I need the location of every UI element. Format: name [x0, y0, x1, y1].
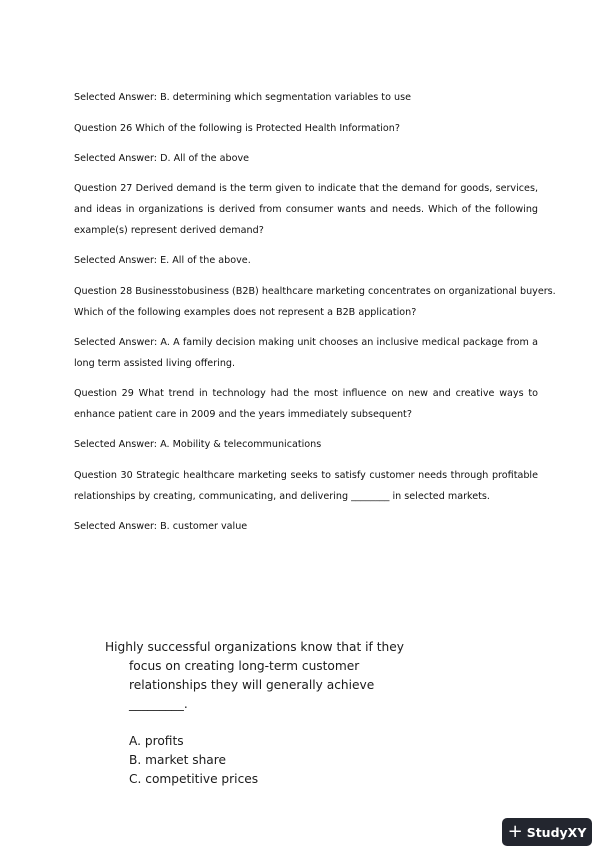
text-line: and ideas in organizations is derived from consumer wants and needs. Which of the following	[74, 204, 538, 215]
question-28	[74, 281, 556, 323]
question-stem: focus on creating long-term customer	[129, 659, 360, 673]
question-29	[74, 383, 538, 425]
answer-option: B. market share	[129, 753, 227, 767]
text-line: enhance patient care in 2009 and the years immediately subsequent?	[74, 409, 412, 420]
text-line: Selected Answer: D. All of the above	[74, 153, 250, 164]
plus-icon: +	[507, 821, 523, 842]
text-line: relationships by creating, communicating, and delivering ________ in selected markets.	[74, 491, 490, 502]
question-blank: _________.	[129, 697, 188, 711]
text-line: Question 26 Which of the following is Protected Health Information?	[74, 123, 400, 134]
brand-name: StudyXY	[526, 824, 587, 840]
selected-answer-27	[74, 250, 538, 271]
text-line: Question 30 Strategic healthcare marketing seeks to satisfy customer needs through profitable	[74, 470, 538, 481]
text-line: Selected Answer: E. All of the above.	[74, 255, 251, 266]
answer-options	[105, 732, 404, 789]
text-line: Selected Answer: B. customer value	[74, 521, 248, 532]
selected-answer-25	[74, 87, 538, 108]
text-line: Question 27 Derived demand is the term given to indicate that the demand for goods, services,	[74, 183, 538, 194]
question-30	[74, 465, 538, 507]
text-line: Selected Answer: B. determining which segmentation variables to use	[74, 92, 411, 103]
selected-answer-28	[74, 332, 538, 374]
question-27	[74, 178, 538, 241]
text-line: long term assisted living offering.	[74, 358, 236, 369]
answer-option: A. profits	[129, 734, 184, 748]
answer-option: C. competitive prices	[129, 772, 259, 786]
text-line: Selected Answer: A. A family decision making unit chooses an inclusive medical package from a	[74, 337, 538, 348]
text-line: Question 28 Businesstobusiness (B2B) healthcare marketing concentrates on organizational buyers.	[74, 286, 556, 297]
selected-answer-26	[74, 148, 538, 169]
question-stem: Highly successful organizations know that if they	[105, 640, 404, 654]
text-line: Which of the following examples does not represent a B2B application?	[74, 307, 417, 318]
question-26	[74, 118, 538, 139]
question-stem: relationships they will generally achieve	[129, 678, 375, 692]
selected-answer-29	[74, 434, 538, 455]
text-line: example(s) represent derived demand?	[74, 225, 264, 236]
practice-question	[105, 638, 404, 789]
text-line: Selected Answer: A. Mobility & telecommunications	[74, 439, 322, 450]
selected-answer-30	[74, 516, 538, 537]
text-line: Question 29 What trend in technology had the most influence on new and creative ways to	[74, 388, 538, 399]
studyxy-logo[interactable]	[502, 818, 592, 846]
